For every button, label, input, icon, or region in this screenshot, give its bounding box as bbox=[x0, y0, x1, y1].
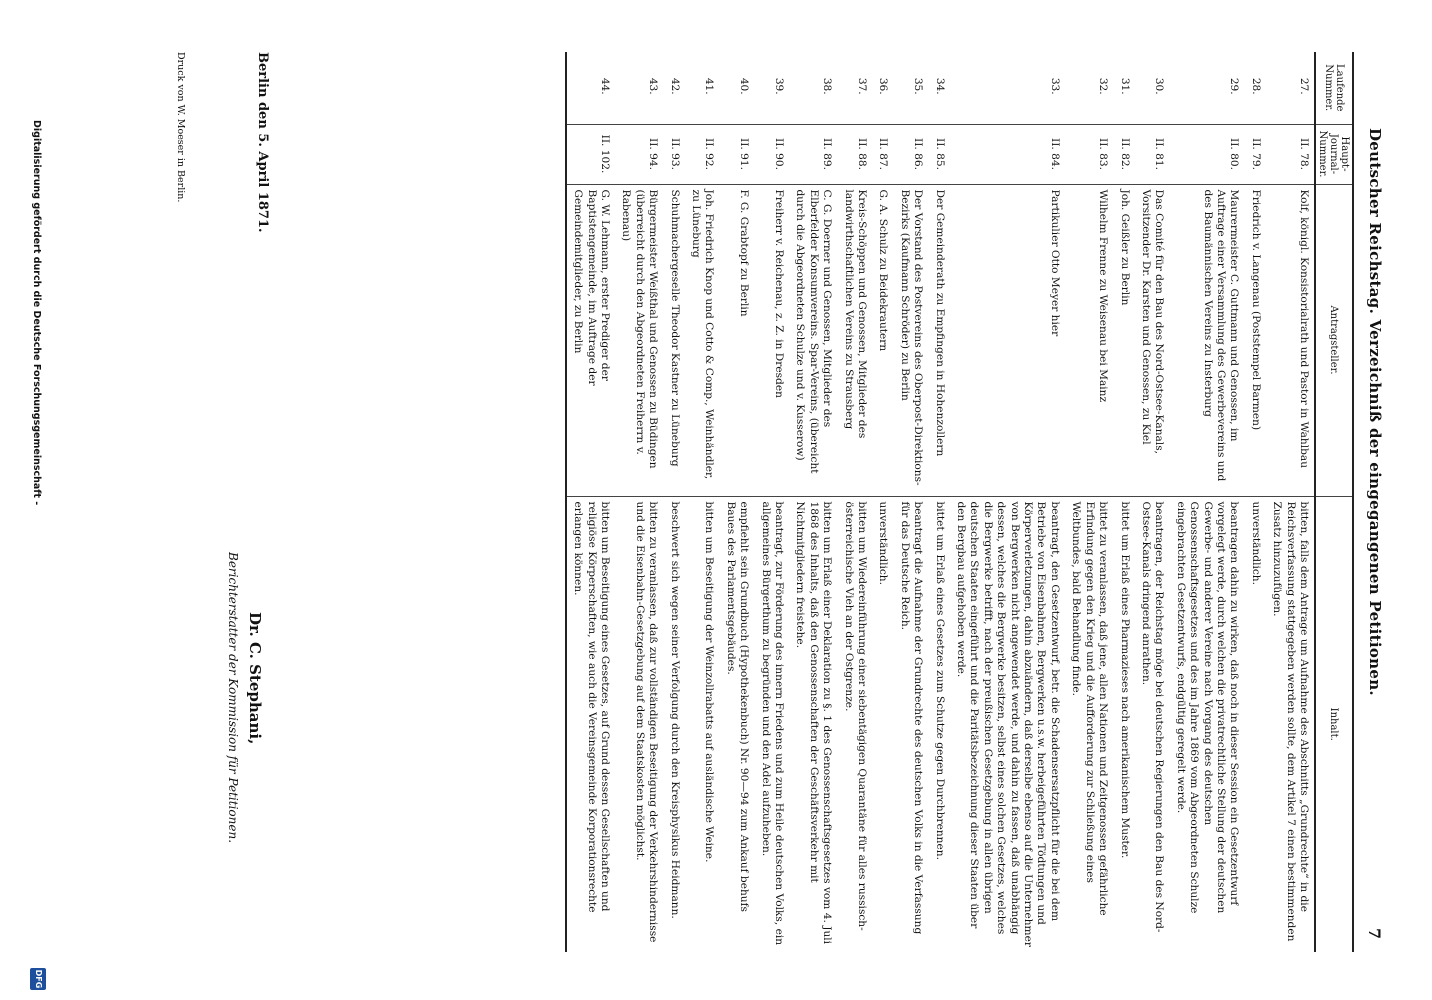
antragsteller-cell: Maurermeister C. Guttmann und Genossen, im Auftrage einer Versammlung des Gewerbevereins und des Baumännischen Vereins zu Insterburg bbox=[1169, 184, 1244, 496]
laufende-nummer-cell: 32. bbox=[1097, 77, 1110, 95]
header-journal-nummer bbox=[1315, 124, 1353, 184]
journal-nummer-cell: II. 78. bbox=[1266, 124, 1315, 184]
antragsteller-cell: C. G. Doerner und Genossen, Mitglieder des Elberfelder Konsumvereins. Spar-Vereins, (übereicht durch die Abgeordneten Schulze und v. Kusserow) bbox=[789, 184, 837, 496]
journal-nummer-cell: II. 93. bbox=[663, 124, 684, 184]
antragsteller-cell: Der Vorstand des Postvereins des Oberpost-Direktions-Bezirks (Kaufmann Schröder) zu Berlin bbox=[893, 184, 928, 496]
antragsteller-cell: Friedrich v. Langenau (Poststempel Barmen) bbox=[1244, 184, 1265, 496]
antragsteller-cell: G. A. Schulz zu Beidekrautern bbox=[872, 184, 893, 496]
table-row bbox=[1169, 52, 1244, 952]
table-row bbox=[663, 52, 684, 952]
date-line: Berlin den 5. April 1871. bbox=[255, 52, 270, 233]
journal-nummer-cell: II. 86. bbox=[893, 124, 928, 184]
dfg-logo-text: DFG bbox=[34, 969, 43, 989]
inhalt-cell: bitten zu veranlassen, daß zur vollständigen Beseitigung der Verkehrshindernisse und die Eisenbahn-Gesetzgebung auf dem Staatskosten möglichst. bbox=[615, 496, 663, 952]
petitions-table bbox=[565, 52, 1354, 952]
laufende-nummer-cell: 41. bbox=[703, 77, 716, 95]
table-row bbox=[1065, 52, 1113, 952]
table-row bbox=[1113, 52, 1134, 952]
table-row bbox=[893, 52, 928, 952]
table-row bbox=[566, 52, 615, 952]
laufende-nummer-cell: 33. bbox=[1048, 77, 1061, 95]
inhalt-cell: beantragen dahin zu wirken, daß noch in dieser Session ein Gesetzentwurf vorgelegt werde, durch welchen die privatrechtliche Stellung der deutschen Gewerbe- und anderer Vereine nach Vorgang des deutschen Genossenschaftsgesetzes und des im Jahre 1869 vom Abgeordneten Schulze eingebrachten Gesetzentwurfs, endgültig geregelt werde. bbox=[1169, 496, 1244, 952]
table-row bbox=[872, 52, 893, 952]
header-antragsteller-text: Antragsteller. bbox=[1328, 305, 1340, 375]
inhalt-cell: bitten um Beseitigung der Weinzollrabatts auf ausländische Weine. bbox=[685, 496, 720, 952]
laufende-nummer-cell: 29. bbox=[1228, 77, 1241, 95]
inhalt-cell: beantragt, den Gesetzentwurf, betr. die Schadensersatzpflicht für die bei dem Betriebe von Eisenbahnen, Bergwerken u.s.w. herbeigeführten Tödtungen und Körperverletzungen, dahin abzuändern, daß derselbe ebenso auf die Unternehmer von Bergwerken nicht angewendet werde, und dahin zu fassen, daß unabhängig dessen, welches die Bergwerke besitzen, selbst eines solchen Gesetzes, welches die Bergwerke betrifft, nach der preußischen Gesetzgebung in allen übrigen deutschen Staaten eingeführt und die Paritätsbezeichnung dieser Staaten über den Bergbau aufgehoben werde. bbox=[950, 496, 1065, 952]
journal-nummer-cell: II. 85. bbox=[928, 124, 949, 184]
table-row bbox=[1244, 52, 1265, 952]
laufende-nummer-cell: 42. bbox=[668, 77, 681, 95]
laufende-nummer-cell: 40. bbox=[738, 77, 751, 95]
journal-nummer-cell: II. 80. bbox=[1169, 124, 1244, 184]
inhalt-cell: empfiehlt sein Grundbuch (Hypothekenbuch) Nr. 90—94 zum Ankauf behufs Baues des Parlamentsgebäudes. bbox=[719, 496, 754, 952]
antragsteller-cell: F. G. Grabtopf zu Berlin bbox=[719, 184, 754, 496]
laufende-nummer-cell: 44. bbox=[566, 52, 615, 124]
antragsteller-cell: Joh. Friedrich Knop und Cotto & Comp., Weinhändler, zu Lüneburg bbox=[685, 184, 720, 496]
laufende-nummer-cell: 28. bbox=[1249, 77, 1262, 95]
laufende-nummer-cell: 37. bbox=[856, 77, 869, 95]
antragsteller-cell: Wilhelm Frenne zu Weisenau bei Mainz bbox=[1065, 184, 1113, 496]
inhalt-cell: bitten um Beseitigung eines Gesetzes, auf Grund dessen Gesellschaften und religiöse Körperschaften, wie auch die Vereinsgemeinde Korporationsrechte erlangen können. bbox=[566, 496, 615, 952]
running-head: Deutscher Reichstag. Verzeichniß der eingegangenen Petitionen. bbox=[1366, 128, 1384, 696]
table-row bbox=[615, 52, 663, 952]
signature-role: Berichterstatter der Kommission für Petitionen. bbox=[226, 552, 240, 844]
inhalt-cell: beantragen, der Reichstag möge bei deutschen Regierungen den Bau des Nord-Ostsee-Kanals dringend anrathen. bbox=[1135, 496, 1170, 952]
antragsteller-cell: Kolf, königl. Konsistorialrath und Pastor in Wahlbau bbox=[1266, 184, 1315, 496]
inhalt-cell: unverständlich. bbox=[1244, 496, 1265, 952]
journal-nummer-cell: II. 83. bbox=[1065, 124, 1113, 184]
inhalt-cell: unverständlich. bbox=[872, 496, 893, 952]
journal-nummer-cell: II. 81. bbox=[1135, 124, 1170, 184]
table-row bbox=[950, 52, 1065, 952]
journal-nummer-cell: II. 90. bbox=[754, 124, 789, 184]
laufende-nummer-cell: 34. bbox=[933, 77, 946, 95]
journal-nummer-cell: II. 82. bbox=[1113, 124, 1134, 184]
laufende-nummer-cell: 36. bbox=[877, 77, 890, 95]
antragsteller-cell: Bürgermeister Weißthal und Genossen zu Büdingen (überreicht durch den Abgeordneten Freiherrn v. Rabenau) bbox=[615, 184, 663, 496]
table-row bbox=[1135, 52, 1170, 952]
dfg-logo bbox=[30, 968, 46, 990]
header-inhalt-text: Inhalt. bbox=[1328, 707, 1340, 741]
laufende-nummer-cell: 38. bbox=[821, 77, 834, 95]
journal-nummer-cell: II. 88. bbox=[837, 124, 872, 184]
journal-nummer-cell: II. 87. bbox=[872, 124, 893, 184]
journal-nummer-cell: II. 89. bbox=[789, 124, 837, 184]
inhalt-cell: bittet zu veranlassen, daß jene, allen Nationen und Zeitgenossen gefährliche Erfindung gegen den Krieg und die Aufforderung zur Schließung eines Weltbundes, bald Behandlung finde. bbox=[1065, 496, 1113, 952]
inhalt-cell: bitten um Wiedereinführung einer siebentägigen Quarantäne für alles russisch-österreichische Vieh an der Ostgrenze. bbox=[837, 496, 872, 952]
signature-name: Dr. C. Stephani, bbox=[246, 612, 264, 745]
antragsteller-cell: Schuhmachergeselle Theodor Kastner zu Lüneburg bbox=[663, 184, 684, 496]
journal-nummer-cell: II. 92. bbox=[685, 124, 720, 184]
inhalt-cell: bittet um Erlaß eines Gesetzes zum Schutze gegen Durchbrennen. bbox=[928, 496, 949, 952]
table-row bbox=[719, 52, 754, 952]
header-laufende-text: Laufende Nummer. bbox=[1323, 64, 1345, 112]
page-number: 7 bbox=[1365, 928, 1384, 940]
antragsteller-cell: Das Comité für den Bau des Nord-Ostsee-Kanals, Vorsitzender Dr. Karsten und Genossen, zu Kiel bbox=[1135, 184, 1170, 496]
laufende-nummer-cell: 43. bbox=[647, 77, 660, 95]
inhalt-cell: beantragt die Aufnahme der Grundrechte des deutschen Volks in die Verfassung für das Deutsche Reich. bbox=[893, 496, 928, 952]
laufende-nummer-cell: 35. bbox=[912, 77, 925, 95]
digitization-note: Digitalisierung gefördert durch die Deutsche Forschungsgemeinschaft - bbox=[31, 120, 42, 506]
laufende-nummer-cell: 27. bbox=[1298, 77, 1310, 95]
antragsteller-cell: Partikulier Otto Meyer hier bbox=[950, 184, 1065, 496]
inhalt-cell: bitten, falls dem Antrage um Aufnahme des Abschnitts „Grundrechte“ in die Reichsverfassung stattgegeben werden sollte, dem Artikel 7 einen bestimmenden Zusatz hinzuzufügen. bbox=[1266, 496, 1315, 952]
antragsteller-cell: G. W. Lehmann, erster Prediger der Baptistengemeinde, im Auftrage der Gemeindemitglieder, zu Berlin bbox=[566, 184, 615, 496]
antragsteller-cell: Der Gemeinderath zu Empfingen in Hohenzollern bbox=[928, 184, 949, 496]
table-row bbox=[754, 52, 789, 952]
antragsteller-cell: Kreis-Schöppen und Genossen, Mitglieder des landwirthschaftlichen Vereins zu Strausberg bbox=[837, 184, 872, 496]
antragsteller-cell: Joh. Geißler zu Berlin bbox=[1113, 184, 1134, 496]
printer-line: Druck von W. Moeser in Berlin. bbox=[175, 52, 186, 203]
header-journal-text: Haupt-Journal-Nummer. bbox=[1317, 130, 1351, 178]
journal-nummer-cell: II. 84. bbox=[950, 124, 1065, 184]
table-row bbox=[1266, 52, 1315, 952]
table-body bbox=[566, 52, 1315, 952]
inhalt-cell: bittet um Erlaß eines Pharmazieses nach amerikanischem Muster. bbox=[1113, 496, 1134, 952]
journal-nummer-cell: II. 102. bbox=[566, 124, 615, 184]
table-row bbox=[928, 52, 949, 952]
journal-nummer-cell: II. 94. bbox=[615, 124, 663, 184]
table-row bbox=[789, 52, 837, 952]
journal-nummer-cell: II. 91. bbox=[719, 124, 754, 184]
header-inhalt bbox=[1315, 496, 1353, 952]
laufende-nummer-cell: 30. bbox=[1153, 77, 1166, 95]
table-row bbox=[685, 52, 720, 952]
table-row bbox=[837, 52, 872, 952]
journal-nummer-cell: II. 79. bbox=[1244, 124, 1265, 184]
header-laufende-nummer bbox=[1315, 52, 1353, 124]
inhalt-cell: beantragt, zur Förderung des innern Friedens und zum Heile deutschen Volks, ein allgemeines Bürgerthum zu begründen und den Adel aufzuheben. bbox=[754, 496, 789, 952]
inhalt-cell: beschwert sich wegen seiner Verfolgung durch den Kreisphysikus Heidmann. bbox=[663, 496, 684, 952]
laufende-nummer-cell: 39. bbox=[773, 77, 785, 95]
table-header-row bbox=[1315, 52, 1353, 952]
antragsteller-cell: Freiherr v. Reichenau, z. Z. in Dresden bbox=[754, 184, 789, 496]
header-antragsteller bbox=[1315, 184, 1353, 496]
inhalt-cell: bitten um Erlaß einer Deklaration zu §. 1 des Genossenschaftsgesetzes vom 4. Juli 1868 des Inhalts, daß den Genossenschaften der Geschäftsverkehr mit Nichtmitgliedern freistehe. bbox=[789, 496, 837, 952]
laufende-nummer-cell: 31. bbox=[1118, 77, 1131, 95]
